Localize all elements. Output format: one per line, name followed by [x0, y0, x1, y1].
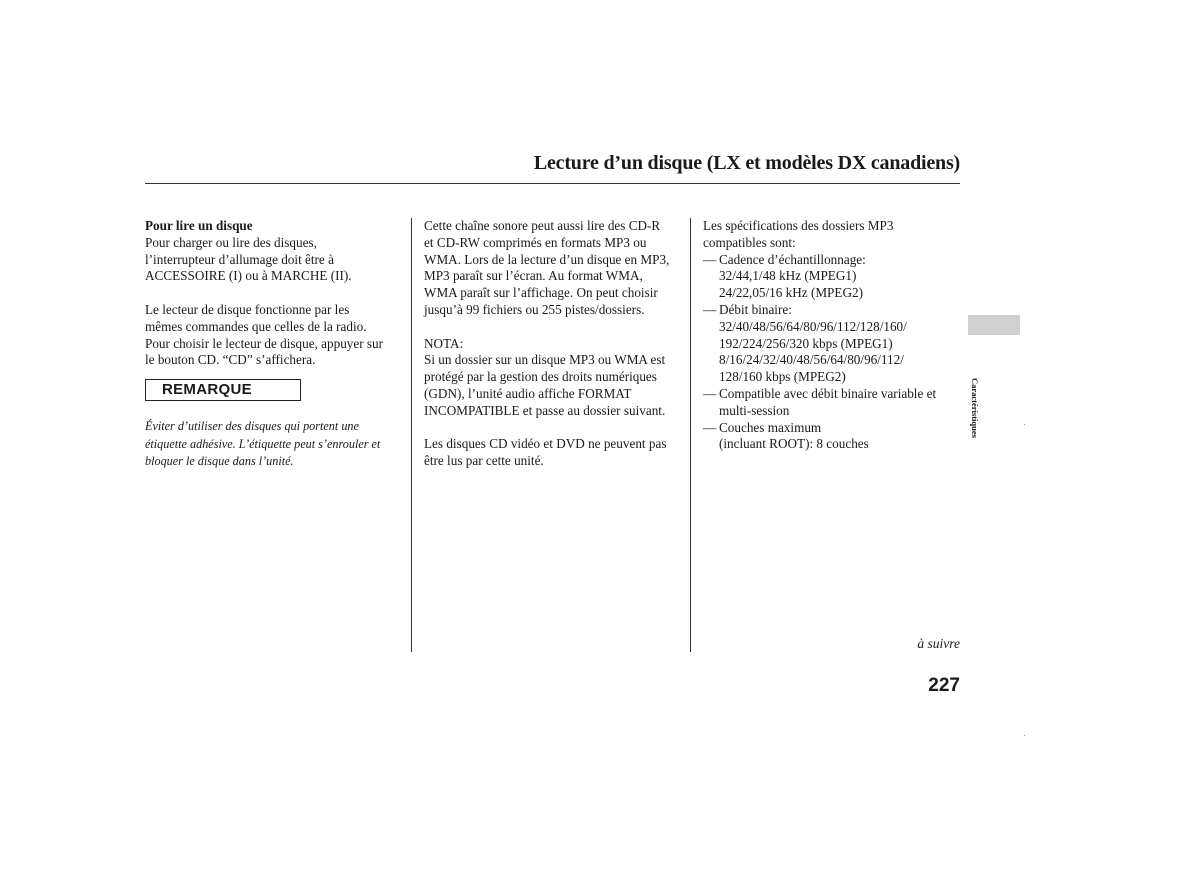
- spec-line: Compatible avec débit binaire variable et: [719, 385, 937, 401]
- note-line: bloquer le disque dans l’unité.: [145, 454, 294, 469]
- col3-line: Les spécifications des dossiers MP3: [703, 218, 894, 233]
- spec-line: 24/22,05/16 kHz (MPEG2): [719, 285, 863, 301]
- dash-bullet: —: [703, 301, 717, 317]
- spec-line: 192/224/256/320 kbps (MPEG1): [719, 335, 893, 351]
- nota-label: NOTA:: [424, 335, 464, 351]
- spec-line: 32/44,1/48 kHz (MPEG1): [719, 268, 857, 284]
- column-2: [424, 218, 686, 470]
- scan-speck: [1024, 735, 1025, 736]
- col2-line: Cette chaîne sonore peut aussi lire des CD-R: [424, 218, 661, 233]
- page-title: Lecture d’un disque (LX et modèles DX canadiens): [533, 152, 960, 174]
- col1-line: Pour charger ou lire des disques,: [145, 234, 317, 250]
- spec-line: Débit binaire:: [719, 301, 792, 317]
- col1-line: Pour choisir le lecteur de disque, appuyer sur: [145, 335, 384, 351]
- col2-line: protégé par la gestion des droits numériques: [424, 369, 657, 385]
- dash-bullet: —: [703, 385, 717, 401]
- col3-line: compatibles sont:: [703, 234, 796, 250]
- col2-line: Les disques CD vidéo et DVD ne peuvent pas: [424, 436, 667, 452]
- column-3: [703, 218, 961, 453]
- col1-line: ACCESSOIRE (I) ou à MARCHE (II).: [145, 268, 352, 284]
- scan-speck: [1024, 424, 1025, 425]
- col1-line: Le lecteur de disque fonctionne par les: [145, 301, 350, 317]
- continued-note: à suivre: [917, 636, 960, 651]
- spec-item: [703, 252, 961, 302]
- note-line: étiquette adhésive. L’étiquette peut s’enrouler et: [145, 436, 381, 451]
- dash-bullet: —: [703, 251, 717, 267]
- section-heading: Pour lire un disque: [145, 218, 253, 233]
- spec-line: (incluant ROOT): 8 couches: [719, 436, 869, 452]
- note-line: Éviter d’utiliser des disques qui portent une: [145, 419, 359, 434]
- col2-line: (GDN), l’unité audio affiche FORMAT: [424, 385, 632, 401]
- header-rule: [145, 183, 960, 184]
- column-divider: [411, 218, 412, 652]
- section-tab: [968, 315, 1020, 335]
- col2-line: Si un dossier sur un disque MP3 ou WMA est: [424, 352, 666, 368]
- spec-item: [703, 420, 961, 454]
- column-divider: [690, 218, 691, 652]
- col2-line: et CD-RW comprimés en formats MP3 ou: [424, 234, 647, 250]
- spec-line: 128/160 kbps (MPEG2): [719, 369, 846, 385]
- spec-line: multi-session: [719, 402, 790, 418]
- spec-item: [703, 386, 961, 420]
- col2-line: INCOMPATIBLE et passe au dossier suivant.: [424, 402, 666, 418]
- section-tab-label: Caractéristiques: [970, 378, 980, 438]
- spec-item: [703, 302, 961, 386]
- spec-line: Cadence d’échantillonnage:: [719, 251, 866, 267]
- col2-line: jusqu’à 99 fichiers ou 255 pistes/dossiers.: [424, 301, 645, 317]
- remarque-note: [145, 418, 403, 471]
- page-number: 227: [928, 675, 960, 696]
- col1-line: mêmes commandes que celles de la radio.: [145, 318, 367, 334]
- col2-line: être lus par cette unité.: [424, 453, 544, 469]
- spec-line: Couches maximum: [719, 419, 822, 435]
- remarque-box: REMARQUE: [145, 379, 301, 401]
- col2-line: WMA. Lors de la lecture d’un disque en MP3,: [424, 251, 670, 267]
- spec-line: 8/16/24/32/40/48/56/64/80/96/112/: [719, 352, 904, 368]
- dash-bullet: —: [703, 419, 717, 435]
- col2-line: MP3 paraît sur l’écran. Au format WMA,: [424, 268, 643, 284]
- col1-line: l’interrupteur d’allumage doit être à: [145, 251, 334, 267]
- column-1: [145, 218, 403, 471]
- spec-line: 32/40/48/56/64/80/96/112/128/160/: [719, 318, 907, 334]
- col1-line: le bouton CD. “CD” s’affichera.: [145, 352, 316, 368]
- col2-line: WMA paraît sur l’affichage. On peut choisir: [424, 285, 658, 301]
